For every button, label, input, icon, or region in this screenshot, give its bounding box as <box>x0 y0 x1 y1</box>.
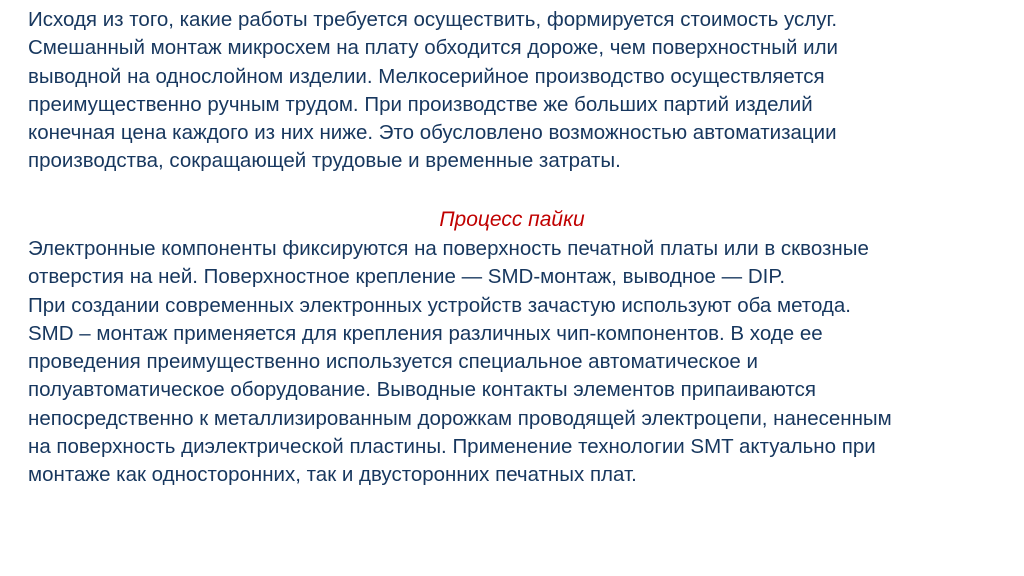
paragraph-line: полуавтоматическое оборудование. Выводные контакты элементов припаиваются <box>28 378 816 402</box>
paragraph-line: конечная цена каждого из них ниже. Это обусловлено возможностью автоматизации <box>28 121 837 145</box>
paragraph-line: монтаже как односторонних, так и двусторонних печатных плат. <box>28 463 637 487</box>
paragraph-line: Смешанный монтаж микросхем на плату обходится дороже, чем поверхностный или <box>28 36 839 60</box>
section-heading: Процесс пайки <box>439 208 585 231</box>
section-paragraph <box>28 235 1023 490</box>
intro-paragraph <box>28 6 1023 176</box>
paragraph-line: Исходя из того, какие работы требуется осуществить, формируется стоимость услуг. <box>28 8 838 31</box>
paragraph-line: непосредственно к металлизированным дорожкам проводящей электроцепи, нанесенным <box>28 406 892 430</box>
paragraph-line: преимущественно ручным трудом. При производстве же больших партий изделий <box>28 92 813 116</box>
paragraph-line: отверстия на ней. Поверхностное крепление — SMD-монтаж, выводное — DIP. <box>28 265 786 289</box>
paragraph-line: выводной на однослойном изделии. Мелкосерийное производство осуществляется <box>28 64 825 88</box>
paragraph-line: Электронные компоненты фиксируются на поверхность печатной платы или в сквозные <box>28 237 869 260</box>
paragraph-line: проведения преимущественно используется специальное автоматическое и <box>28 350 758 374</box>
paragraph-line: SMD – монтаж применяется для крепления различных чип-компонентов. В ходе ее <box>28 321 823 345</box>
paragraph-line: на поверхность диэлектрической пластины. Применение технологии SMT актуально при <box>28 435 876 459</box>
paragraph-line: производства, сокращающей трудовые и временные затраты. <box>28 149 621 173</box>
paragraph-line: При создании современных электронных устройств зачастую используют оба метода. <box>28 293 851 317</box>
